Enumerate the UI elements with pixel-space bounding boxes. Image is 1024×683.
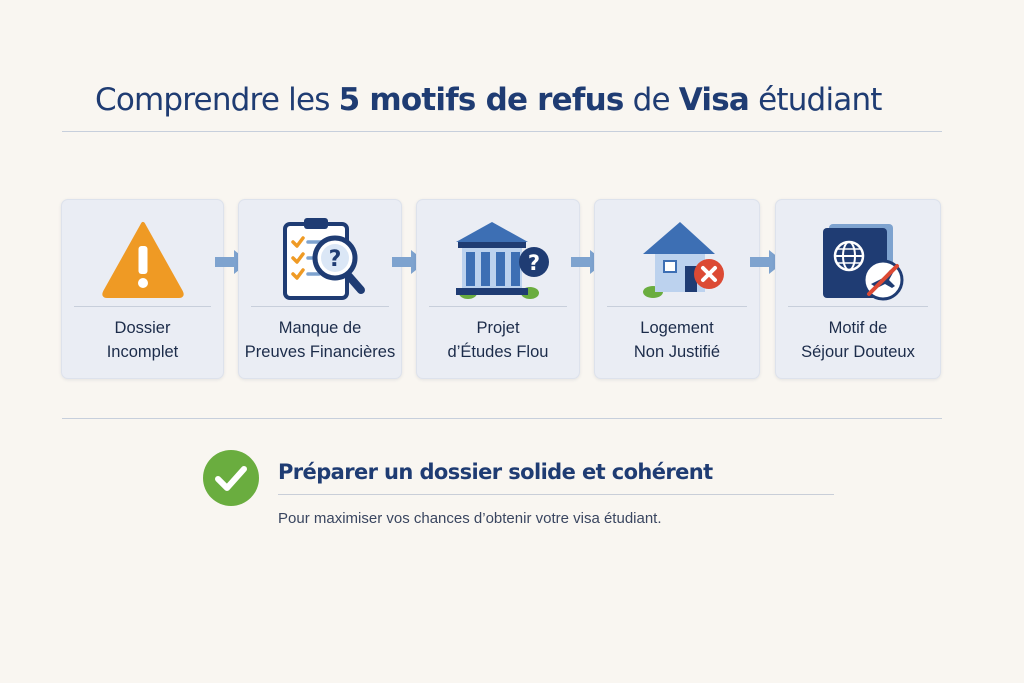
title-text-3: de — [623, 82, 679, 118]
step-label-line-2: d’Études Flou — [447, 343, 549, 361]
step-label — [417, 316, 579, 364]
step-card-motif-sejour — [775, 199, 941, 379]
step-label-line-2: Preuves Financières — [244, 343, 396, 361]
svg-text:?: ? — [328, 247, 342, 272]
card-divider — [74, 306, 211, 307]
step-label — [776, 316, 940, 364]
house-rejected-icon — [595, 210, 759, 302]
step-label-line-1: Dossier — [114, 319, 171, 337]
card-divider — [251, 306, 389, 307]
step-label-line-1: Motif de — [828, 319, 888, 337]
step-label-line-1: Logement — [640, 319, 714, 337]
section-divider — [62, 418, 942, 419]
title-text-5: étudiant — [749, 82, 882, 118]
step-card-dossier-incomplet — [61, 199, 224, 379]
warning-triangle-icon — [62, 210, 223, 302]
title-text-1: Comprendre les — [95, 82, 339, 118]
step-label — [595, 316, 759, 364]
step-label-line-1: Projet — [476, 319, 520, 337]
step-label-line-2: Séjour Douteux — [801, 343, 915, 361]
step-label-line-2: Incomplet — [106, 343, 179, 361]
card-divider — [788, 306, 928, 307]
title-text-4: Visa — [678, 82, 750, 118]
step-card-logement — [594, 199, 760, 379]
passport-no-flight-icon — [776, 210, 940, 302]
solution-subtitle: Pour maximiser vos chances d’obtenir votre visa étudiant. — [278, 510, 662, 527]
checklist-magnifier-icon — [239, 210, 401, 302]
step-card-preuves-financieres — [238, 199, 402, 379]
page-title — [95, 82, 882, 118]
card-divider — [607, 306, 747, 307]
step-label-line-2: Non Justifié — [633, 343, 721, 361]
svg-text:?: ? — [527, 251, 541, 275]
title-text-2: 5 motifs de refus — [338, 82, 624, 118]
step-label-line-1: Manque de — [278, 319, 362, 337]
title-divider — [62, 131, 942, 132]
solution-title: Préparer un dossier solide et cohérent — [278, 460, 713, 484]
card-divider — [429, 306, 567, 307]
step-card-projet-etudes — [416, 199, 580, 379]
step-label — [62, 316, 223, 364]
checkmark-icon — [202, 449, 260, 507]
solution-divider — [278, 494, 834, 495]
step-label — [239, 316, 401, 364]
university-question-icon — [417, 210, 579, 302]
